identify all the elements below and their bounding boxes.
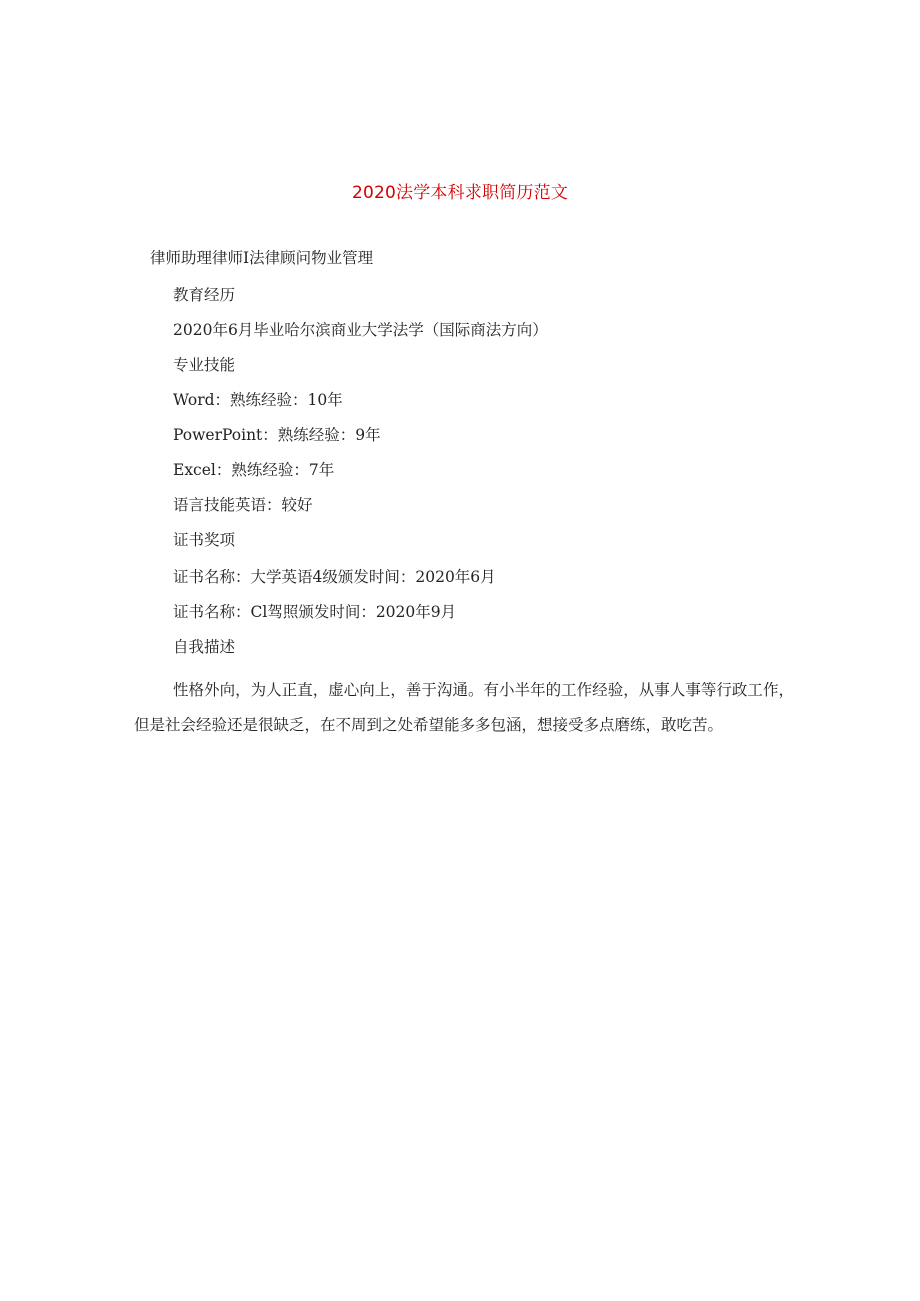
document-title: 2020法学本科求职简历范文 bbox=[351, 183, 569, 203]
education-heading: 教育经历 bbox=[173, 286, 236, 304]
skill-item-word: Word：熟练经验：10年 bbox=[173, 391, 343, 409]
skill-item-powerpoint: PowerPoint：熟练经验：9年 bbox=[173, 426, 381, 444]
skill-item-excel: Excel：熟练经验：7年 bbox=[173, 461, 335, 479]
language-skill: 语言技能英语：较好 bbox=[173, 496, 313, 514]
target-positions: 律师助理律师I法律顾问物业管理 bbox=[150, 249, 374, 267]
certificate-item-license: 证书名称：Cl驾照颁发时间：2020年9月 bbox=[173, 603, 457, 621]
education-entry: 2020年6月毕业哈尔滨商业大学法学（国际商法方向） bbox=[173, 321, 548, 339]
self-description-heading: 自我描述 bbox=[173, 638, 236, 656]
self-description-body: 性格外向，为人正直，虚心向上，善于沟通。有小半年的工作经验，从事人事等行政工作，但是社会经验还是很缺乏，在不周到之处希望能多多包涵，想接受多点磨练，敢吃苦。 bbox=[134, 681, 794, 734]
certificate-item-cet4: 证书名称：大学英语4级颁发时间：2020年6月 bbox=[173, 568, 496, 586]
skills-heading: 专业技能 bbox=[173, 356, 236, 374]
certificates-heading: 证书奖项 bbox=[173, 531, 236, 549]
